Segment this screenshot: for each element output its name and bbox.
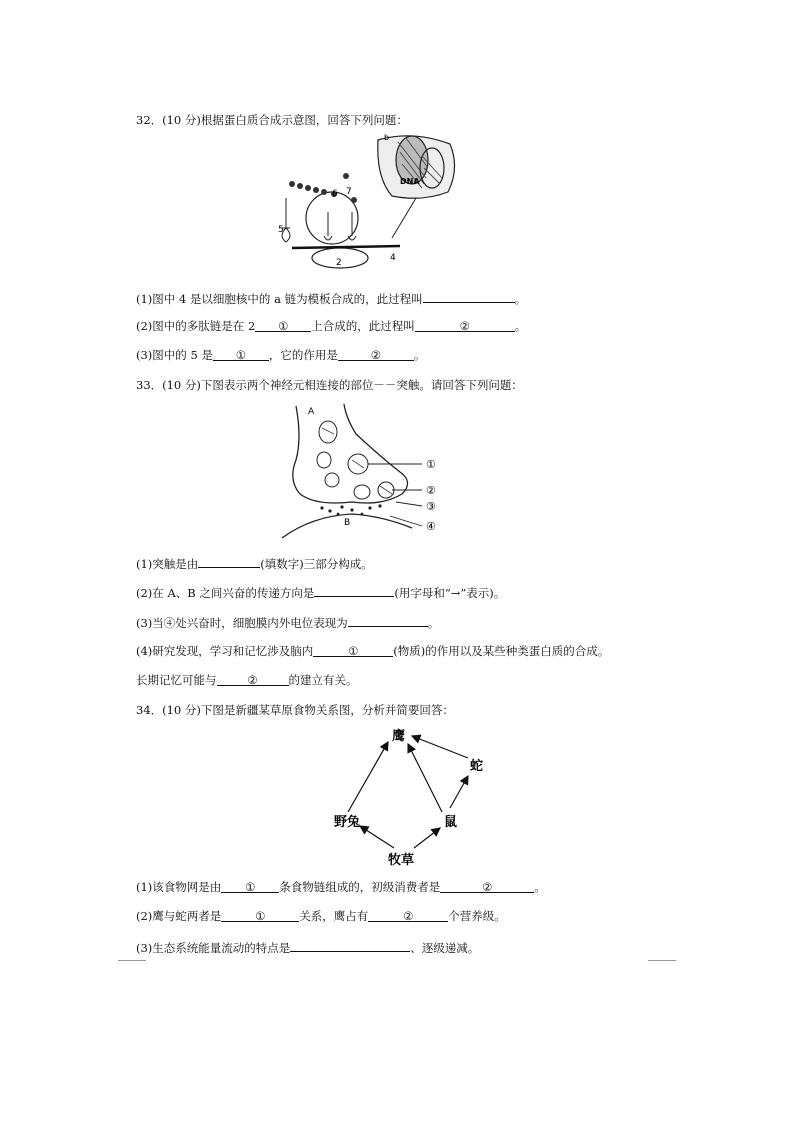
- label-4: ④: [426, 520, 436, 533]
- q33-line-5: 长期记忆可能与 ② 的建立有关。: [136, 673, 358, 687]
- label-7: 7: [346, 187, 352, 197]
- label-2: ②: [426, 484, 436, 497]
- answer-blank-2[interactable]: ②: [440, 879, 534, 893]
- answer-blank-1[interactable]: ①: [221, 908, 299, 922]
- answer-blank[interactable]: [423, 289, 515, 303]
- q33-line-3: (3)当④处兴奋时，细胞膜内外电位表现为 。: [136, 613, 439, 631]
- synapse-diagram: [272, 398, 452, 544]
- label-3: ③: [426, 500, 436, 513]
- dna-label: DNA: [400, 177, 420, 186]
- answer-blank-2[interactable]: ②: [368, 908, 448, 922]
- answer-blank-1[interactable]: ①: [213, 347, 269, 361]
- answer-blank-2[interactable]: ②: [415, 318, 515, 332]
- q34-title: 34．(10 分)下图是新疆某草原食物关系图，分析并简要回答：: [136, 703, 454, 717]
- q33-line-2: (2)在 A、B 之间兴奋的传递方向是 (用字母和“→”表示)。: [136, 583, 505, 601]
- label-6: 6: [332, 189, 338, 199]
- q33-line-4: (4)研究发现，学习和记忆涉及脑内 ① (物质)的作用以及某些种类蛋白质的合成。: [136, 644, 610, 658]
- label-b: B: [344, 518, 351, 528]
- answer-blank-1[interactable]: ①: [313, 643, 393, 657]
- q32-line-2: (2)图中的多肽链是在 2 ① 上合成的，此过程叫 ② 。: [136, 319, 527, 333]
- answer-blank[interactable]: [198, 554, 260, 568]
- b-label: b: [384, 133, 390, 142]
- node-hawk: 鹰: [392, 729, 406, 744]
- q34-line-2: (2)鹰与蛇两者是 ① 关系，鹰占有 ② 个营养级。: [136, 909, 506, 923]
- page-corner-mark-left: [118, 960, 146, 969]
- answer-blank-2[interactable]: ②: [217, 672, 289, 686]
- label-4: 4: [390, 253, 396, 263]
- answer-blank[interactable]: [314, 583, 394, 597]
- node-snake: 蛇: [470, 759, 484, 774]
- food-web-diagram: [330, 720, 500, 868]
- q34-line-1: (1)该食物网是由 ① 条食物链组成的，初级消费者是 ② 。: [136, 880, 546, 894]
- q32-line-1: (1)图中 4 是以细胞核中的 a 链为模板合成的，此过程叫 。: [136, 289, 526, 307]
- answer-blank-2[interactable]: ②: [338, 347, 414, 361]
- answer-blank[interactable]: [348, 613, 428, 627]
- label-a: A: [308, 407, 315, 417]
- node-hare: 野兔: [334, 815, 361, 830]
- q33-line-1: (1)突触是由 (填数字)三部分构成。: [136, 554, 373, 572]
- label-1: ①: [426, 458, 436, 471]
- label-5: 5: [278, 225, 284, 235]
- answer-blank-1[interactable]: ①: [255, 318, 311, 332]
- label-2: 2: [336, 258, 342, 268]
- answer-blank-1[interactable]: ①: [221, 879, 279, 893]
- page-corner-mark-right: [648, 960, 676, 969]
- q32-title: 32．(10 分)根据蛋白质合成示意图，回答下列问题：: [136, 113, 408, 127]
- q32-line-3: (3)图中的 5 是 ① ，它的作用是 ② 。: [136, 348, 426, 362]
- protein-synthesis-diagram: [272, 128, 472, 276]
- q34-line-3: (3)生态系统能量流动的特点是 、逐级递减。: [136, 938, 479, 956]
- q33-title: 33．(10 分)下图表示两个神经元相连接的部位－－突触。请回答下列问题：: [136, 378, 523, 392]
- node-grass: 牧草: [388, 853, 415, 868]
- answer-blank[interactable]: [290, 938, 410, 952]
- node-mouse: 鼠: [444, 815, 458, 830]
